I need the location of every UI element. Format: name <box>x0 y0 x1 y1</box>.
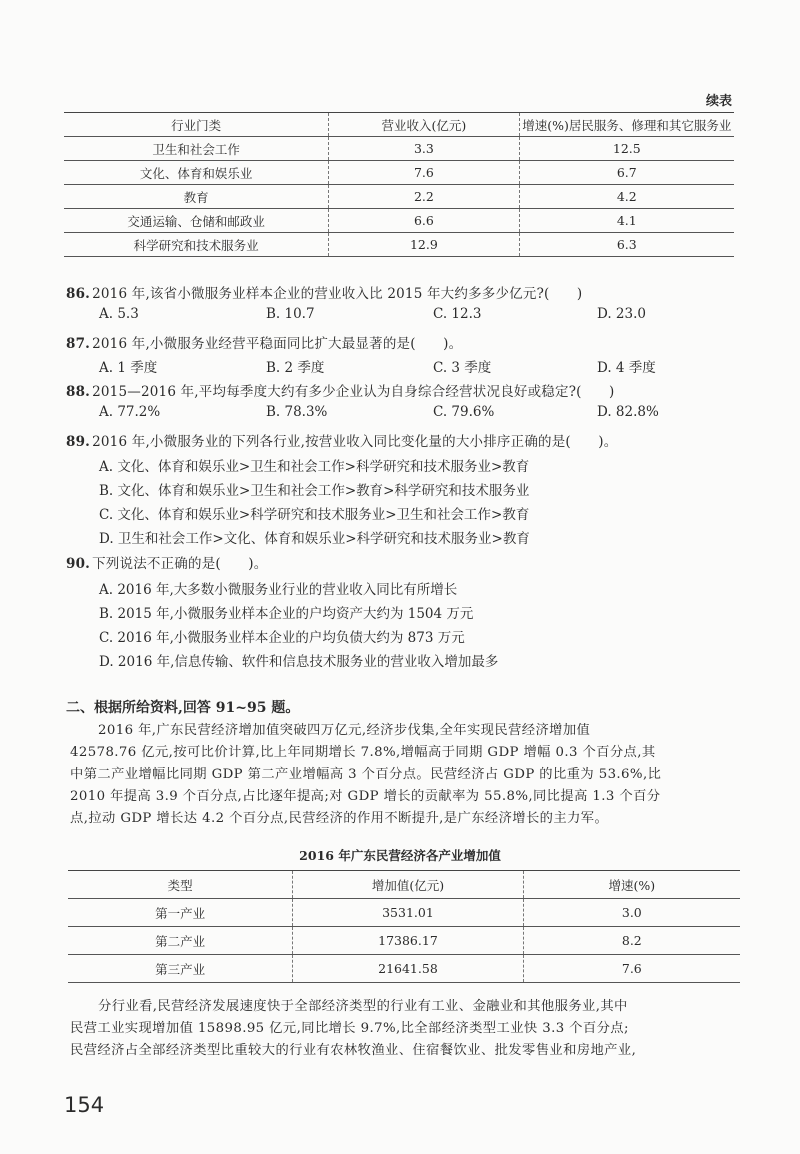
page-number: 154 <box>64 1093 105 1117</box>
question-number: 89. <box>66 434 91 450</box>
option-d[interactable]: D. 4 季度 <box>597 360 656 376</box>
option-a[interactable]: A. 文化、体育和娱乐业>卫生和社会工作>科学研究和技术服务业>教育 <box>99 459 530 475</box>
paragraph-line: 2010 年提高 3.9 个百分点,占比逐年提高;对 GDP 增长的贡献率为 55.8%,同比提高 1.3 个百分 <box>70 789 661 804</box>
table-row <box>64 161 734 185</box>
table-cell: 6.7 <box>519 161 734 185</box>
table-header-row <box>68 871 740 899</box>
option-d[interactable]: D. 82.8% <box>597 404 659 420</box>
question-number: 87. <box>66 336 91 352</box>
table-header-cell: 增速(%) <box>523 871 740 899</box>
table-cell: 3.3 <box>329 137 519 161</box>
question-89 <box>66 430 617 450</box>
table-cell: 6.6 <box>329 209 519 233</box>
question-90 <box>66 552 267 572</box>
table-cell: 卫生和社会工作 <box>64 137 329 161</box>
table-row <box>68 955 740 983</box>
table-cell: 21641.58 <box>293 955 523 983</box>
question-stem: 2016 年,该省小微服务业样本企业的营业收入比 2015 年大约多多少亿元?( ) <box>92 286 583 302</box>
table-cell: 第三产业 <box>68 955 293 983</box>
industry-value-table <box>68 870 740 983</box>
table-cell: 8.2 <box>523 927 740 955</box>
option-c[interactable]: C. 3 季度 <box>433 360 492 376</box>
table-row <box>64 233 734 257</box>
table-cell: 科学研究和技术服务业 <box>64 233 329 257</box>
paragraph-line: 点,拉动 GDP 增长达 4.2 个百分点,民营经济的作用不断提升,是广东经济增长的主力军。 <box>70 811 609 826</box>
option-a[interactable]: A. 77.2% <box>99 404 161 420</box>
option-b[interactable]: B. 文化、体育和娱乐业>卫生和社会工作>教育>科学研究和技术服务业 <box>99 483 530 499</box>
option-a[interactable]: A. 1 季度 <box>99 360 158 376</box>
question-88 <box>66 380 614 400</box>
table-row <box>64 185 734 209</box>
question-stem: 2015—2016 年,平均每季度大约有多少企业认为自身综合经营状况良好或稳定?( ) <box>92 384 615 400</box>
table-cell: 交通运输、仓储和邮政业 <box>64 209 329 233</box>
table-cell: 12.9 <box>329 233 519 257</box>
table-cell: 4.2 <box>519 185 734 209</box>
option-b[interactable]: B. 78.3% <box>266 404 328 420</box>
table-header-row <box>64 113 734 137</box>
table-cell: 7.6 <box>329 161 519 185</box>
table-header-cell: 行业门类 <box>64 113 329 137</box>
option-b[interactable]: B. 2015 年,小微服务业样本企业的户均资产大约为 1504 万元 <box>99 606 474 622</box>
table-cell: 第一产业 <box>68 899 293 927</box>
paragraph-intro <box>70 720 742 830</box>
option-d[interactable]: D. 卫生和社会工作>文化、体育和娱乐业>科学研究和技术服务业>教育 <box>99 531 530 547</box>
table-cell: 4.1 <box>519 209 734 233</box>
table-caption: 2016 年广东民营经济各产业增加值 <box>299 848 501 863</box>
question-number: 90. <box>66 556 91 572</box>
paragraph-line: 2016 年,广东民营经济增加值突破四万亿元,经济步伐集,全年实现民营经济增加值 <box>98 723 591 738</box>
table-header-cell: 增速(%)居民服务、修理和其它服务业 <box>519 113 734 137</box>
industry-table <box>64 112 734 257</box>
option-c[interactable]: C. 2016 年,小微服务业样本企业的户均负债大约为 873 万元 <box>99 630 465 646</box>
paragraph-line: 42578.76 亿元,按可比价计算,比上年同期增长 7.8%,增幅高于同期 GDP 增幅 0.3 个百分点,其 <box>70 745 656 760</box>
table-row <box>64 209 734 233</box>
question-number: 88. <box>66 384 91 400</box>
table-header-cell: 营业收入(亿元) <box>329 113 519 137</box>
option-c[interactable]: C. 79.6% <box>433 404 495 420</box>
option-a[interactable]: A. 5.3 <box>99 306 139 322</box>
table-cell: 3.0 <box>523 899 740 927</box>
question-stem: 2016 年,小微服务业的下列各行业,按营业收入同比变化量的大小排序正确的是( )。 <box>92 434 618 450</box>
table-cell: 3531.01 <box>293 899 523 927</box>
table-header-cell: 类型 <box>68 871 293 899</box>
table-cell: 2.2 <box>329 185 519 209</box>
table-cell: 6.3 <box>519 233 734 257</box>
table-row <box>64 137 734 161</box>
option-a[interactable]: A. 2016 年,大多数小微服务业行业的营业收入同比有所增长 <box>99 582 458 598</box>
table-row <box>68 899 740 927</box>
table-cell: 7.6 <box>523 955 740 983</box>
paragraph-line: 中第二产业增幅比同期 GDP 第二产业增幅高 3 个百分点。民营经济占 GDP 的比重为 53.6%,比 <box>70 767 662 782</box>
option-b[interactable]: B. 10.7 <box>266 306 315 322</box>
paragraph-line: 民营经济占全部经济类型比重较大的行业有农林牧渔业、住宿餐饮业、批发零售业和房地产业, <box>70 1043 637 1058</box>
table-cell: 12.5 <box>519 137 734 161</box>
table-row <box>68 927 740 955</box>
question-87 <box>66 332 462 352</box>
paragraph-line: 民营工业实现增加值 15898.95 亿元,同比增长 9.7%,比全部经济类型工业快 3.3 个百分点; <box>70 1021 629 1036</box>
section-heading: 二、根据所给资料,回答 91~95 题。 <box>66 700 300 716</box>
option-c[interactable]: C. 文化、体育和娱乐业>科学研究和技术服务业>卫生和社会工作>教育 <box>99 507 530 523</box>
paragraph-line: 分行业看,民营经济发展速度快于全部经济类型的行业有工业、金融业和其他服务业,其中 <box>98 999 628 1014</box>
table-cell: 文化、体育和娱乐业 <box>64 161 329 185</box>
question-stem: 下列说法不正确的是( )。 <box>92 556 268 572</box>
option-b[interactable]: B. 2 季度 <box>266 360 325 376</box>
option-c[interactable]: C. 12.3 <box>433 306 482 322</box>
option-d[interactable]: D. 2016 年,信息传输、软件和信息技术服务业的营业收入增加最多 <box>99 654 499 670</box>
table-cell: 第二产业 <box>68 927 293 955</box>
paragraph-industry <box>70 996 742 1062</box>
table-cell: 教育 <box>64 185 329 209</box>
question-number: 86. <box>66 286 91 302</box>
table-cell: 17386.17 <box>293 927 523 955</box>
continued-label: 续表 <box>705 94 732 109</box>
question-stem: 2016 年,小微服务业经营平稳面同比扩大最显著的是( )。 <box>92 336 463 352</box>
option-d[interactable]: D. 23.0 <box>597 306 646 322</box>
table-header-cell: 增加值(亿元) <box>293 871 523 899</box>
question-86 <box>66 282 582 302</box>
